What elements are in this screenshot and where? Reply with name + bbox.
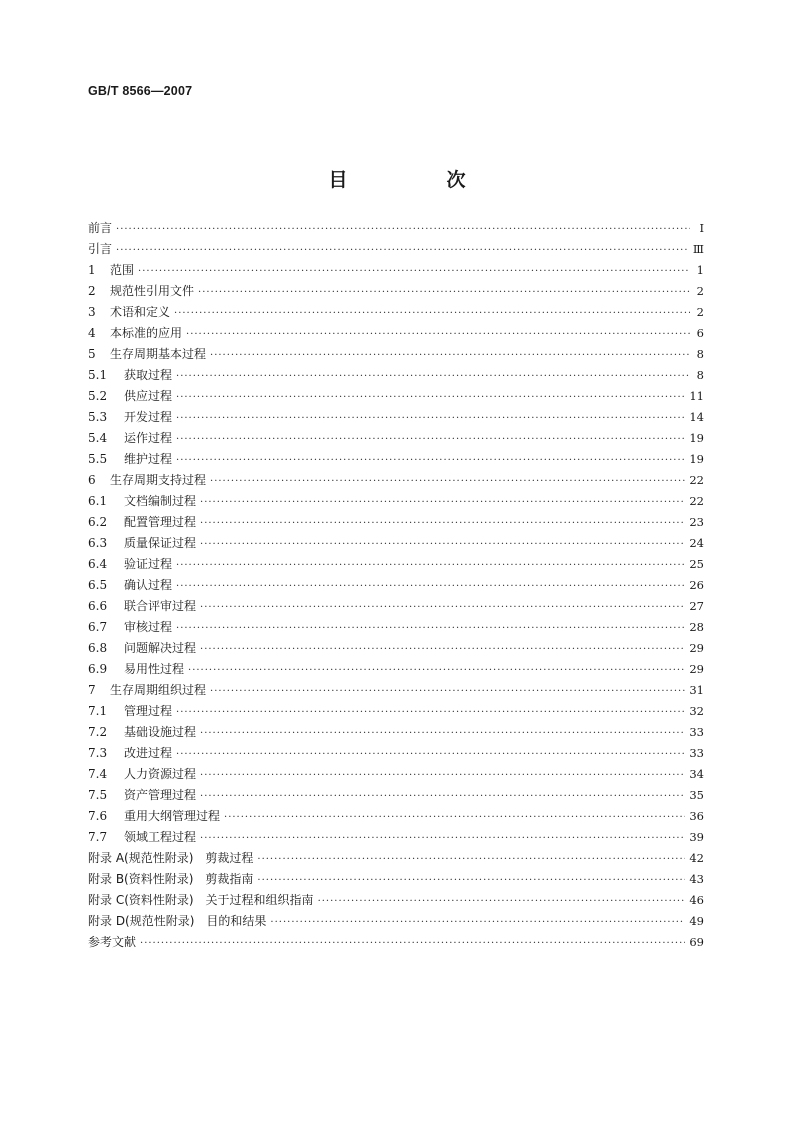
toc-leader-dots (270, 912, 685, 933)
toc-entry-number: 7 (88, 683, 96, 697)
toc-leader-dots (116, 219, 690, 240)
toc-entry-page: 46 (689, 893, 704, 907)
toc-entry-page: 27 (689, 599, 704, 613)
toc-leader-dots (176, 387, 685, 408)
toc-entry[interactable] (88, 743, 704, 764)
toc-entry-text: 改进过程 (124, 746, 173, 760)
toc-entry[interactable] (88, 302, 704, 323)
toc-entry-label (88, 533, 196, 554)
toc-entry-text: 运作过程 (124, 431, 173, 445)
toc-entry-label (88, 239, 112, 260)
toc-entry-page: 6 (696, 326, 704, 340)
toc-leader-dots (176, 576, 685, 597)
toc-entry[interactable] (88, 449, 704, 470)
toc-entry-number: 7.7 (88, 830, 108, 844)
toc-entry-text: 领域工程过程 (124, 830, 197, 844)
toc-leader-dots (257, 849, 685, 870)
toc-entry-page: 23 (689, 515, 704, 529)
toc-leader-dots (176, 408, 685, 429)
toc-entry-page: 22 (689, 473, 704, 487)
page-title: 目 次 (328, 168, 506, 191)
toc-entry-label (88, 869, 253, 890)
toc-entry-page: 33 (689, 725, 704, 739)
toc-entry[interactable] (88, 260, 704, 281)
toc-entry-page: 8 (696, 368, 704, 382)
toc-entry-label (88, 722, 196, 743)
toc-entry-text: 审核过程 (124, 620, 173, 634)
toc-entry-text: 附录 B(资料性附录) 剪裁指南 (88, 872, 254, 886)
toc-entry-number: 7.6 (88, 809, 108, 823)
toc-entry-number: 6.9 (88, 662, 108, 676)
toc-entry[interactable] (88, 932, 704, 953)
toc-leader-dots (318, 891, 686, 912)
toc-entry-number: 5.5 (88, 452, 108, 466)
toc-entry-label (88, 260, 134, 281)
toc-entry-text: 人力资源过程 (124, 767, 197, 781)
toc-entry-number: 6.8 (88, 641, 108, 655)
toc-entry[interactable] (88, 218, 704, 239)
toc-entry-label (88, 785, 196, 806)
toc-entry-label (88, 827, 196, 848)
toc-entry-text: 引言 (88, 242, 113, 256)
toc-entry-text: 维护过程 (124, 452, 173, 466)
toc-leader-dots (176, 618, 685, 639)
toc-entry-label (88, 218, 112, 239)
toc-entry-page: Ⅲ (692, 242, 704, 256)
toc-entry-label (88, 407, 172, 428)
toc-entry-text: 供应过程 (124, 389, 173, 403)
toc-entry-text: 本标准的应用 (110, 326, 183, 340)
toc-entry-page: 33 (689, 746, 704, 760)
toc-entry-page: 19 (689, 452, 704, 466)
toc-entry[interactable] (88, 533, 704, 554)
toc-entry-label (88, 323, 182, 344)
toc-entry-label (88, 638, 196, 659)
toc-entry-number: 6.4 (88, 557, 108, 571)
toc-entry-text: 文档编制过程 (124, 494, 197, 508)
toc-leader-dots (176, 555, 685, 576)
toc-entry-page: 22 (689, 494, 704, 508)
toc-entry-page: 2 (696, 284, 704, 298)
toc-leader-dots (200, 786, 685, 807)
toc-leader-dots (200, 492, 685, 513)
toc-leader-dots (210, 681, 685, 702)
toc-entry-label (88, 512, 196, 533)
toc-entry[interactable] (88, 596, 704, 617)
toc-entry-page: 49 (689, 914, 704, 928)
toc-entry-label (88, 890, 314, 911)
toc-entry[interactable] (88, 470, 704, 491)
toc-leader-dots (176, 429, 685, 450)
toc-leader-dots (176, 702, 685, 723)
toc-entry[interactable] (88, 638, 704, 659)
toc-leader-dots (200, 723, 685, 744)
toc-leader-dots (176, 450, 685, 471)
toc-entry-text: 资产管理过程 (124, 788, 197, 802)
toc-entry-label (88, 575, 172, 596)
toc-entry-text: 获取过程 (124, 368, 173, 382)
toc-entry-number: 7.5 (88, 788, 108, 802)
toc-entry-text: 易用性过程 (124, 662, 185, 676)
toc-entry-page: 8 (696, 347, 704, 361)
toc-entry[interactable] (88, 344, 704, 365)
toc-entry-label (88, 344, 206, 365)
toc-entry[interactable] (88, 890, 704, 911)
toc-entry[interactable] (88, 386, 704, 407)
toc-entry-text: 生存周期基本过程 (110, 347, 207, 361)
toc-entry-number: 5.1 (88, 368, 108, 382)
toc-entry-number: 7.2 (88, 725, 108, 739)
toc-entry-text: 管理过程 (124, 704, 173, 718)
toc-entry-label (88, 470, 206, 491)
toc-entry-label (88, 848, 253, 869)
toc-entry-text: 问题解决过程 (124, 641, 197, 655)
toc-entry[interactable] (88, 659, 704, 680)
toc-leader-dots (200, 765, 685, 786)
toc-entry-number: 4 (88, 326, 96, 340)
toc-entry-text: 规范性引用文件 (110, 284, 195, 298)
toc-entry-page: 19 (689, 431, 704, 445)
toc-entry[interactable] (88, 911, 704, 932)
toc-entry-text: 基础设施过程 (124, 725, 197, 739)
toc-leader-dots (198, 282, 690, 303)
toc-leader-dots (200, 639, 685, 660)
toc-entry-page: 32 (689, 704, 704, 718)
toc-entry-page: 31 (689, 683, 704, 697)
toc-leader-dots (174, 303, 690, 324)
toc-leader-dots (186, 324, 690, 345)
toc-entry-number: 7.1 (88, 704, 108, 718)
toc-entry-text: 附录 D(规范性附录) 目的和结果 (88, 914, 267, 928)
toc-entry-label (88, 554, 172, 575)
toc-entry-number: 2 (88, 284, 96, 298)
toc-entry-page: 43 (689, 872, 704, 886)
toc-leader-dots (210, 345, 690, 366)
toc-entry[interactable] (88, 785, 704, 806)
toc-entry-text: 前言 (88, 221, 113, 235)
toc-entry-page: 24 (689, 536, 704, 550)
toc-entry-page: 1 (696, 263, 704, 277)
toc-leader-dots (224, 807, 685, 828)
toc-entry-page: 42 (689, 851, 704, 865)
toc-entry-label (88, 491, 196, 512)
toc-entry-text: 参考文献 (88, 935, 137, 949)
toc-entry-label (88, 281, 194, 302)
toc-entry[interactable] (88, 323, 704, 344)
toc-entry[interactable] (88, 701, 704, 722)
toc-entry[interactable] (88, 428, 704, 449)
toc-entry-page: 28 (689, 620, 704, 634)
toc-leader-dots (138, 261, 690, 282)
toc-entry[interactable] (88, 764, 704, 785)
toc-entry[interactable] (88, 617, 704, 638)
toc-entry-number: 6.6 (88, 599, 108, 613)
toc-entry-text: 质量保证过程 (124, 536, 197, 550)
toc-entry-number: 5.4 (88, 431, 108, 445)
toc-entry[interactable] (88, 554, 704, 575)
toc-entry[interactable] (88, 722, 704, 743)
toc-leader-dots (200, 513, 685, 534)
toc-entry-page: 26 (689, 578, 704, 592)
toc-entry[interactable] (88, 848, 704, 869)
toc-entry-page: 11 (689, 389, 704, 403)
toc-entry-label (88, 911, 266, 932)
toc-entry-number: 6.2 (88, 515, 108, 529)
toc-entry[interactable] (88, 806, 704, 827)
table-of-contents (88, 218, 704, 953)
toc-entry-label (88, 806, 220, 827)
toc-entry-text: 验证过程 (124, 557, 173, 571)
toc-entry-number: 5.2 (88, 389, 108, 403)
toc-entry[interactable] (88, 365, 704, 386)
toc-entry-label (88, 365, 172, 386)
toc-entry-label (88, 764, 196, 785)
toc-entry-page: 35 (689, 788, 704, 802)
toc-entry-number: 7.3 (88, 746, 108, 760)
toc-entry-number: 6.7 (88, 620, 108, 634)
toc-entry[interactable] (88, 827, 704, 848)
toc-entry-number: 6.3 (88, 536, 108, 550)
toc-entry-number: 6.1 (88, 494, 108, 508)
toc-leader-dots (210, 471, 685, 492)
toc-entry-label (88, 596, 196, 617)
toc-entry-label (88, 701, 172, 722)
toc-entry-text: 生存周期支持过程 (110, 473, 207, 487)
toc-leader-dots (200, 828, 685, 849)
toc-leader-dots (140, 933, 685, 954)
toc-entry-text: 配置管理过程 (124, 515, 197, 529)
toc-entry-text: 范围 (110, 263, 135, 277)
toc-leader-dots (188, 660, 685, 681)
toc-entry-page: 29 (689, 662, 704, 676)
toc-entry-number: 5 (88, 347, 96, 361)
toc-entry[interactable] (88, 407, 704, 428)
toc-entry-page: 25 (689, 557, 704, 571)
toc-entry-label (88, 743, 172, 764)
toc-entry-number: 1 (88, 263, 96, 277)
standard-code: GB/T 8566—2007 (88, 84, 193, 98)
toc-entry-label (88, 680, 206, 701)
toc-entry[interactable] (88, 512, 704, 533)
toc-entry-page: 36 (689, 809, 704, 823)
toc-entry-label (88, 659, 184, 680)
toc-entry-number: 7.4 (88, 767, 108, 781)
toc-entry-number: 5.3 (88, 410, 108, 424)
toc-leader-dots (116, 240, 689, 261)
toc-entry-text: 联合评审过程 (124, 599, 197, 613)
toc-entry-text: 确认过程 (124, 578, 173, 592)
toc-entry-page: 39 (689, 830, 704, 844)
toc-entry-number: 6.5 (88, 578, 108, 592)
toc-entry-number: 6 (88, 473, 96, 487)
toc-entry[interactable] (88, 869, 704, 890)
toc-entry[interactable] (88, 239, 704, 260)
toc-entry-label (88, 386, 172, 407)
toc-entry-number: 3 (88, 305, 96, 319)
toc-entry-label (88, 449, 172, 470)
toc-entry[interactable] (88, 281, 704, 302)
toc-leader-dots (176, 744, 685, 765)
toc-leader-dots (176, 366, 690, 387)
toc-entry-text: 开发过程 (124, 410, 173, 424)
toc-entry-page: 14 (689, 410, 704, 424)
toc-entry-text: 附录 A(规范性附录) 剪裁过程 (88, 851, 254, 865)
toc-leader-dots (257, 870, 685, 891)
toc-entry-page: 29 (689, 641, 704, 655)
toc-entry[interactable] (88, 575, 704, 596)
toc-entry-text: 附录 C(资料性附录) 关于过程和组织指南 (88, 893, 314, 907)
toc-leader-dots (200, 534, 685, 555)
toc-leader-dots (200, 597, 685, 618)
toc-entry-text: 重用大纲管理过程 (124, 809, 221, 823)
toc-entry-text: 术语和定义 (110, 305, 171, 319)
toc-entry-page: 34 (689, 767, 704, 781)
toc-entry[interactable] (88, 491, 704, 512)
toc-entry-label (88, 617, 172, 638)
toc-entry-label (88, 932, 136, 953)
toc-entry-label (88, 302, 170, 323)
toc-entry-page: 69 (689, 935, 704, 949)
toc-entry-text: 生存周期组织过程 (110, 683, 207, 697)
toc-entry-page: Ⅰ (699, 221, 704, 235)
toc-entry[interactable] (88, 680, 704, 701)
toc-entry-page: 2 (696, 305, 704, 319)
toc-entry-label (88, 428, 172, 449)
